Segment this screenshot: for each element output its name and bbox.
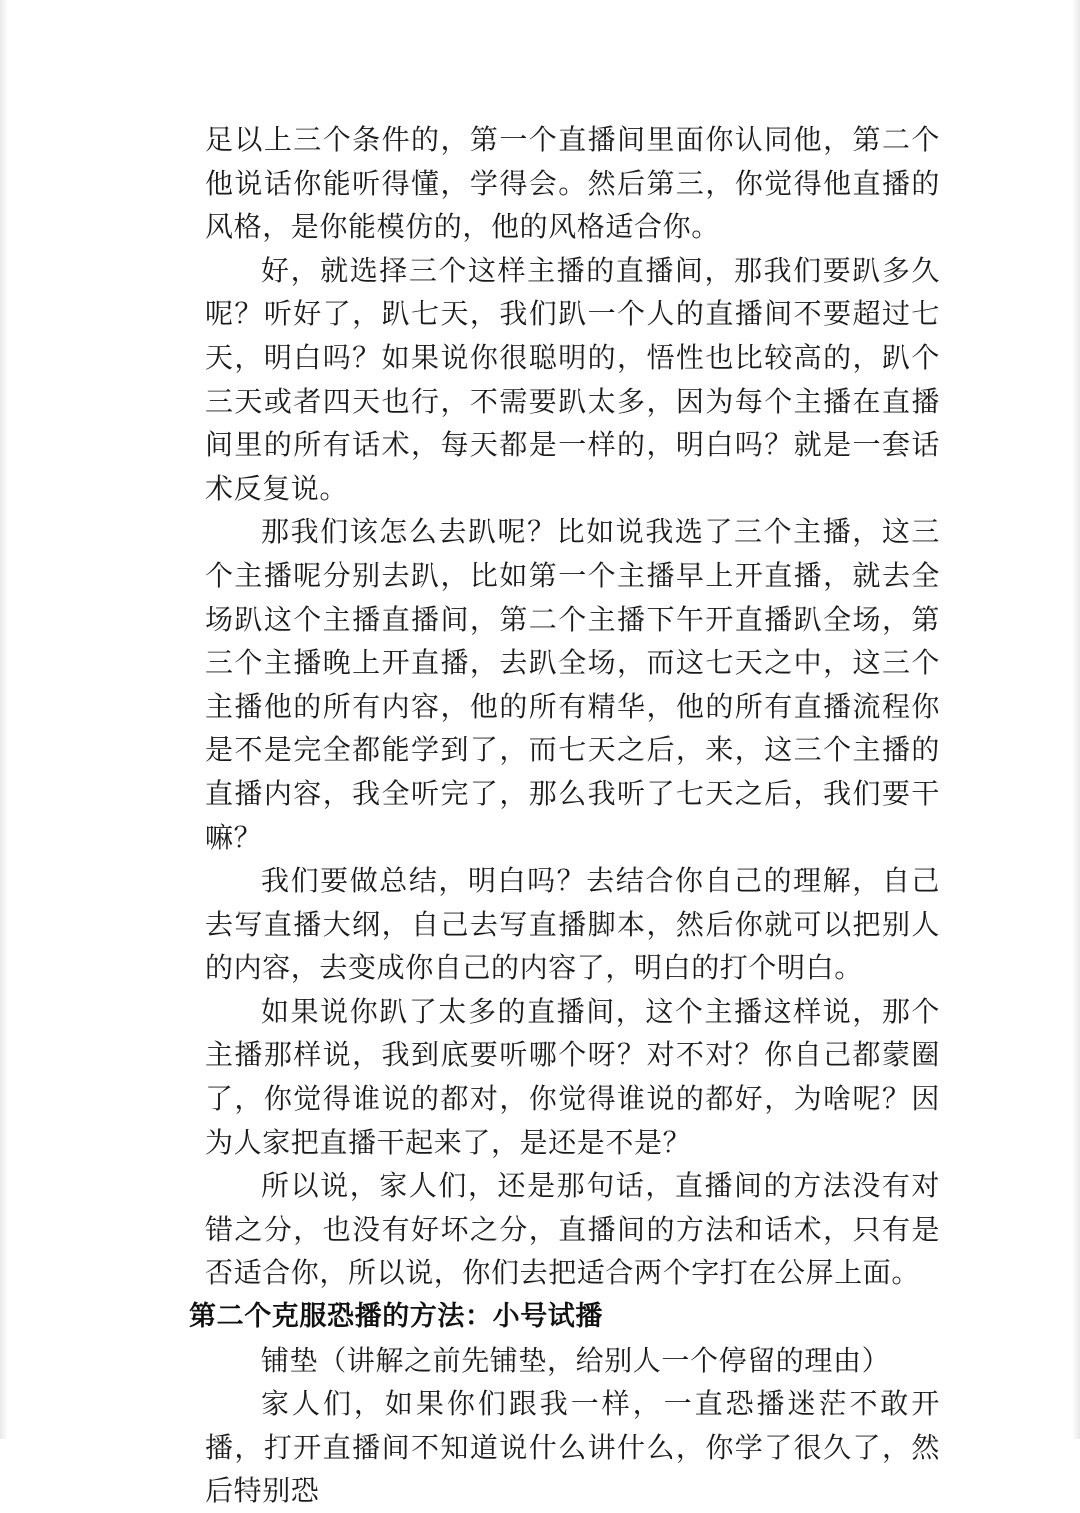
paragraph-too-many-rooms: 如果说你趴了太多的直播间，这个主播这样说，那个主播那样说，我到底要听哪个呀？对不对？你自己都蒙圈了，你觉得谁说的都对，你觉得谁说的都好，为啥呢？因为人家把直播干起来了，是还是不是？ — [205, 994, 940, 1159]
paragraph-how-to-watch: 那我们该怎么去趴呢？比如说我选了三个主播，这三个主播呢分别去趴，比如第一个主播早上开直播，就去全场趴这个主播直播间，第二个主播下午开直播趴全场，第三个主播晚上开直播，去趴全场，而这七天之中，这三个主播他的所有内容，他的所有精华，他的所有直播流程你是不是完全都能学到了，而七天之后，来，这三个主播的直播内容，我全听完了，那么我听了七天之后，我们要干嘛？ — [205, 515, 940, 854]
paragraph-family-intro: 家人们，如果你们跟我一样，一直恐播迷茫不敢开播，打开直播间不知道说什么讲什么，你学了很久了，然后特别恐 — [205, 1387, 940, 1508]
paragraph-continued: 足以上三个条件的，第一个直播间里面你认同他，第二个他说话你能听得懂，学得会。然后第三，你觉得他直播的风格，是你能模仿的，他的风格适合你。 — [205, 123, 940, 244]
paragraph-summarize: 我们要做总结，明白吗？去结合你自己的理解，自己去写直播大纲，自己去写直播脚本，然后你就可以把别人的内容，去变成你自己的内容了，明白的打个明白。 — [205, 864, 940, 985]
page-left-edge — [0, 0, 8, 1439]
section-heading: 第二个克服恐播的方法：小号试播 — [189, 1301, 603, 1333]
page-right-edge — [1072, 0, 1080, 1439]
paragraph-no-right-wrong: 所以说，家人们，还是那句话，直播间的方法没有对错之分，也没有好坏之分，直播间的方法和话术，只有是否适合你，所以说，你们去把适合两个字打在公屏上面。 — [205, 1169, 940, 1290]
paragraph-setup-note: 铺垫（讲解之前先铺垫，给别人一个停留的理由） — [261, 1343, 891, 1377]
paragraph-choose-streamers: 好，就选择三个这样主播的直播间，那我们要趴多久呢？听好了，趴七天，我们趴一个人的直播间不要超过七天，明白吗？如果说你很聪明的，悟性也比较高的，趴个三天或者四天也行，不需要趴太多，因为每个主播在直播间里的所有话术，每天都是一样的，明白吗？就是一套话术反复说。 — [205, 253, 940, 505]
document-body — [189, 118, 940, 1513]
